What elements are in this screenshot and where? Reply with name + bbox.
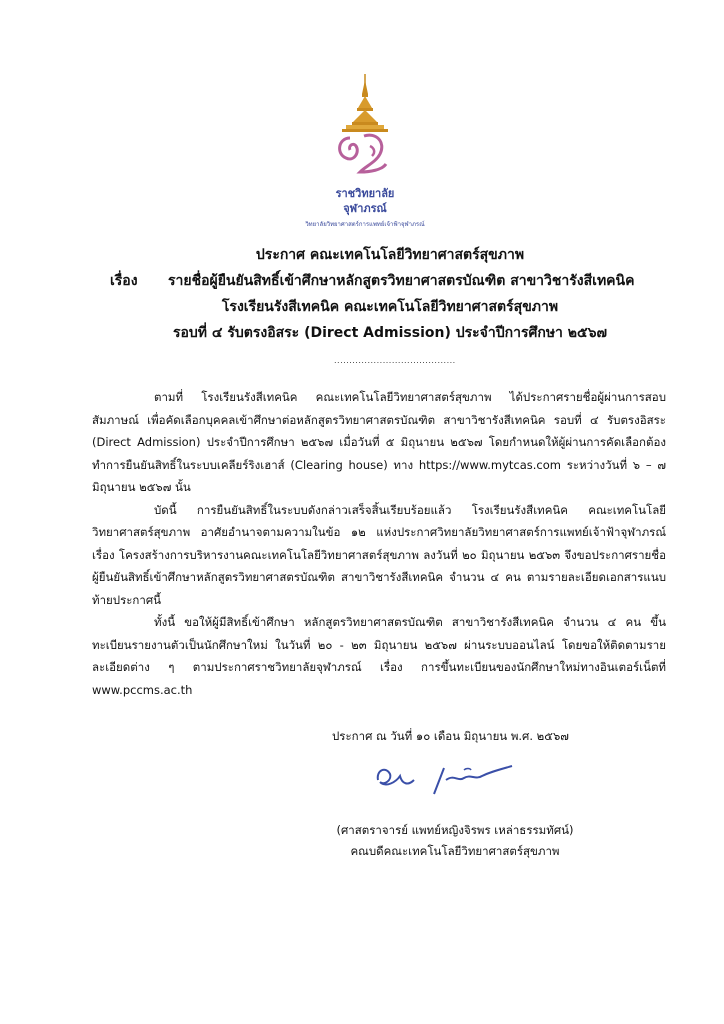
logo-name-line2: จุฬาภรณ์ — [343, 202, 387, 215]
heading-separator: ........................................ — [334, 356, 456, 365]
body-paragraph-2 — [92, 499, 666, 612]
paragraph-1-text: ตามที่ โรงเรียนรังสีเทคนิค คณะเทคโนโลยีวิทยาศาสตร์สุขภาพ ได้ประกาศรายชื่อผู้ผ่านการสอบสัมภาษณ์ เพื่อคัดเลือกบุคคลเข้าศึกษาต่อหลักสูตรวิทยาศาสตรบัณฑิต สาขาวิชารังสีเทคนิค รอบที่ ๔ รับตรงอิสระ (Direct Admission) ประจำปีการศึกษา ๒๕๖๗ เมื่อวันที่ ๕ มิถุนายน ๒๕๖๗ โดยกำหนดให้ผู้ผ่านการคัดเลือกต้องทำการยืนยันสิทธิ์ในระบบเคลียร์ริงเฮาส์ (Clearing house) ทาง https://www.mytcas.com ระหว่างวันที่ ๖ – ๗ มิถุนายน ๒๕๖๗ นั้น — [92, 390, 666, 494]
royal-crest-icon — [320, 72, 410, 182]
announcement-body — [92, 386, 666, 701]
college-logo — [290, 72, 440, 234]
announcement-date: ประกาศ ณ วันที่ ๑๐ เดือน มิถุนายน พ.ศ. ๒๕๖๗ — [332, 729, 569, 743]
signer-position: คณบดีคณะเทคโนโลยีวิทยาศาสตร์สุขภาพ — [350, 844, 560, 858]
body-paragraph-3 — [92, 611, 666, 701]
body-paragraph-1 — [92, 386, 666, 499]
heading-title: ประกาศ คณะเทคโนโลยีวิทยาศาสตร์สุขภาพ — [255, 247, 525, 263]
heading-subject — [110, 268, 670, 294]
subject-label: เรื่อง — [110, 273, 138, 289]
signature-image — [372, 760, 522, 804]
heading-school: โรงเรียนรังสีเทคนิค คณะเทคโนโลยีวิทยาศาสตร์สุขภาพ — [221, 299, 559, 315]
logo-subtitle: วิทยาลัยวิทยาศาสตร์การแพทย์เจ้าฟ้าจุฬาภรณ์ — [305, 221, 425, 228]
signer-name: (ศาสตราจารย์ แพทย์หญิงจิรพร เหล่าธรรมทัศน์) — [336, 823, 574, 837]
announcement-heading — [110, 242, 670, 346]
paragraph-2-text: บัดนี้ การยืนยันสิทธิ์ในระบบดังกล่าวเสร็จสิ้นเรียบร้อยแล้ว โรงเรียนรังสีเทคนิค คณะเทคโนโลยีวิทยาศาสตร์สุขภาพ อาศัยอำนาจตามความในข้อ ๑๒ แห่งประกาศวิทยาลัยวิทยาศาสตร์การแพทย์เจ้าฟ้าจุฬาภรณ์ เรื่อง โครงสร้างการบริหารงานคณะเทคโนโลยีวิทยาศาสตร์สุขภาพ ลงวันที่ ๒๐ มิถุนายน ๒๕๖๓ จึงขอประกาศรายชื่อผู้ยืนยันสิทธิ์เข้าศึกษาหลักสูตรวิทยาศาสตรบัณฑิต สาขาวิชารังสีเทคนิค จำนวน ๔ คน ตามรายละเอียดเอกสารแนบท้ายประกาศนี้ — [92, 502, 666, 607]
heading-round: รอบที่ ๔ รับตรงอิสระ (Direct Admission) ประจำปีการศึกษา ๒๕๖๗ — [172, 325, 608, 341]
subject-text: รายชื่อผู้ยืนยันสิทธิ์เข้าศึกษาหลักสูตรวิทยาศาสตรบัณฑิต สาขาวิชารังสีเทคนิค — [168, 273, 635, 289]
logo-name-line1: ราชวิทยาลัย — [335, 187, 395, 200]
paragraph-3-text: ทั้งนี้ ขอให้ผู้มีสิทธิ์เข้าศึกษา หลักสูตรวิทยาศาสตรบัณฑิต สาขาวิชารังสีเทคนิค จำนวน ๔ คน ขึ้นทะเบียนรายงานตัวเป็นนักศึกษาใหม่ ในวันที่ ๒๐ - ๒๓ มิถุนายน ๒๕๖๗ ผ่านระบบออนไลน์ โดยขอให้ติดตามรายละเอียดต่าง ๆ ตามประกาศราชวิทยาลัยจุฬาภรณ์ เรื่อง การขึ้นทะเบียนของนักศึกษาใหม่ทางอินเตอร์เน็ตที่ www.pccms.ac.th — [92, 615, 666, 697]
